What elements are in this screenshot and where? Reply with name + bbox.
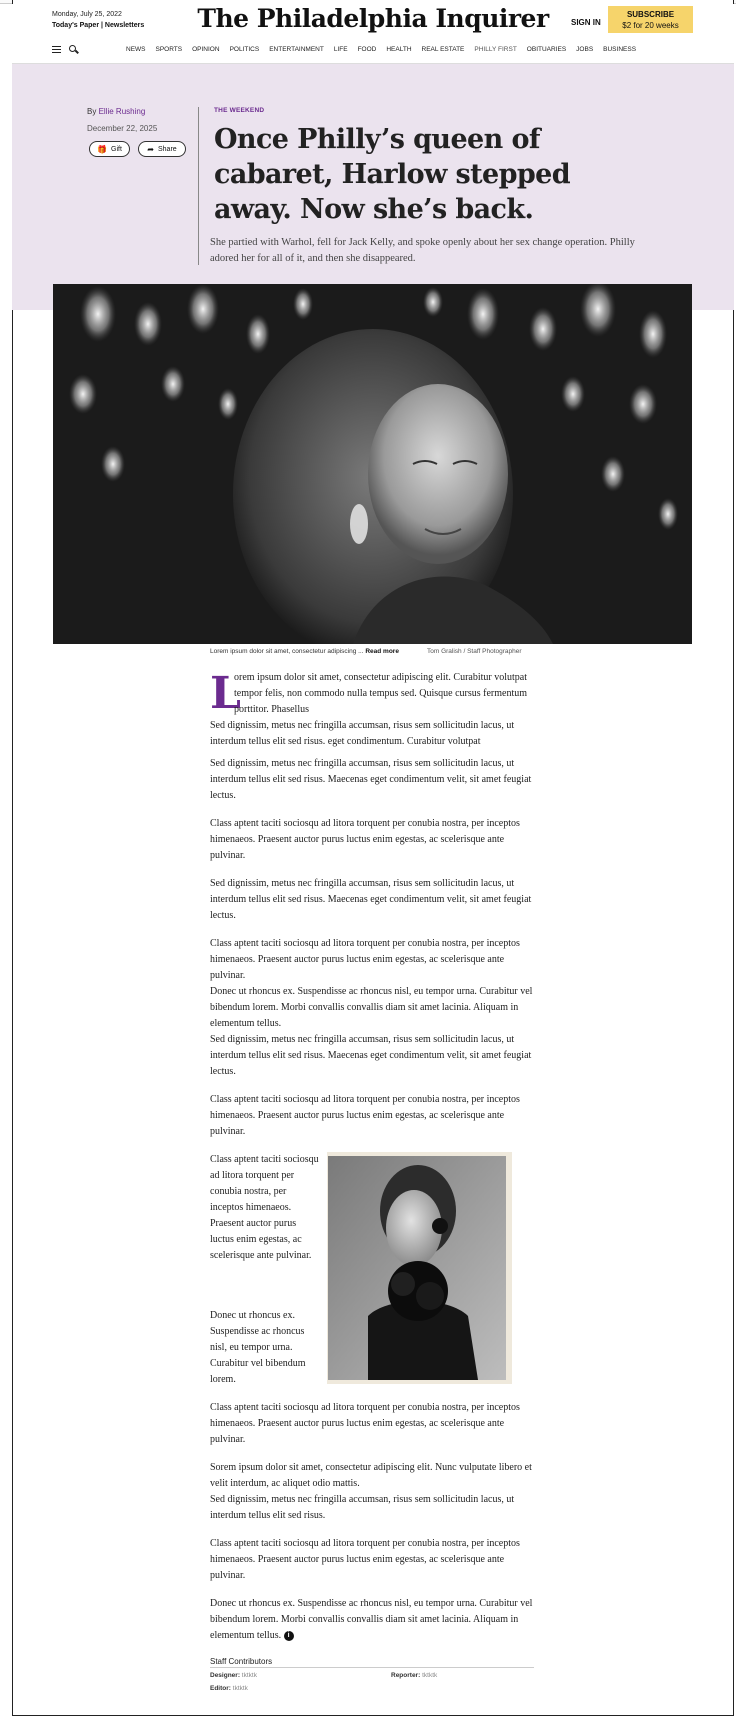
nav-entertainment[interactable]: ENTERTAINMENT [269, 46, 324, 53]
body-paragraph: Class aptent taciti sociosqu ad litora torquent per conubia nostra, per inceptos himenaeos. Praesent auctor purus luctus enim egestas, ac scelerisque ante pulvinar. [210, 1538, 520, 1581]
share-button[interactable] [138, 141, 186, 157]
editor-name[interactable]: tktktk [232, 1685, 248, 1692]
menu-icon[interactable] [52, 46, 61, 53]
nav-obituaries[interactable]: OBITUARIES [526, 46, 567, 53]
hero-photo-art [53, 284, 692, 644]
nav-news[interactable]: NEWS [126, 46, 146, 53]
photo-credit: Tom Gralish / Staff Photographer [427, 648, 522, 655]
lead-paragraph-2: Sed dignissim, metus nec fringilla accumsan, risus sem sollicitudin lacus, ut interdum tellus elit sed risus. eget condimentum. Curabitur volutpat [210, 720, 515, 747]
designer-name[interactable]: tktktk [241, 1672, 257, 1679]
inset-photo[interactable] [328, 1156, 506, 1380]
gift-button[interactable] [89, 141, 130, 157]
info-icon[interactable]: i [284, 1631, 294, 1641]
body-paragraph-last [210, 1596, 534, 1644]
todays-paper-link[interactable]: Today's Paper [52, 22, 100, 29]
subscribe-title: SUBSCRIBE [626, 10, 675, 19]
body-paragraph: Sed dignissim, metus nec fringilla accumsan, risus sem sollicitudin lacus, ut interdum tellus elit sed risus. Maecenas eget condimentum velit, sit amet feugiat lectus. [210, 758, 532, 801]
sign-in-link[interactable]: SIGN IN [571, 18, 601, 27]
reporter-name[interactable]: tktktk [422, 1672, 438, 1679]
header-date: Monday, July 25, 2022 [52, 11, 122, 18]
nav-food[interactable]: FOOD [357, 46, 377, 53]
drop-cap: L [210, 668, 241, 719]
share-icon: ➦ [147, 144, 154, 154]
editor-credit [210, 1685, 248, 1692]
main-nav [126, 46, 636, 53]
nav-life[interactable]: LIFE [333, 46, 348, 53]
body-paragraph: Class aptent taciti sociosqu ad litora torquent per conubia nostra, per inceptos himenaeos. Praesent auctor purus luctus enim egestas, ac scelerisque ante pulvinar. [210, 1402, 520, 1445]
designer-label: Designer: [210, 1672, 240, 1679]
reporter-credit [391, 1672, 437, 1679]
reporter-label: Reporter: [391, 1672, 421, 1679]
hero-photo[interactable] [53, 284, 692, 644]
article-kicker[interactable]: THE WEEKEND [214, 107, 265, 114]
article-dek: She partied with Warhol, fell for Jack Kelly, and spoke openly about her sex change operation. Philly adored her for all of it, and then she disappeared. [210, 237, 635, 264]
nav-row [12, 42, 734, 60]
nav-politics[interactable]: POLITICS [229, 46, 260, 53]
body-paragraph: Class aptent taciti sociosqu ad litora torquent per conubia nostra, per inceptos himenaeos. Praesent auctor purus luctus enim egestas, ac scelerisque ante pulvinar. [210, 818, 520, 861]
body-paragraph: Class aptent taciti sociosqu ad litora torquent per conubia nostra, per inceptos himenaeos. Praesent auctor purus luctus enim egestas, ac scelerisque ante pulvinar. [210, 1094, 520, 1137]
body-paragraph: Donec ut rhoncus ex. Suspendisse ac rhoncus nisl, eu tempor urna. Curabitur vel bibendum lorem. Morbi convallis convallis diam sit amet lacinia. Aliquam in elementum tellus. [210, 986, 533, 1029]
byline-prefix: By [87, 107, 97, 116]
designer-credit [210, 1672, 257, 1679]
body-paragraph: Class aptent taciti sociosqu ad litora torquent per conubia nostra, per inceptos himenaeos. Praesent auctor purus luctus enim egestas, ac scelerisque ante pulvinar. [210, 938, 520, 981]
nav-health[interactable]: HEALTH [386, 46, 412, 53]
editor-label: Editor: [210, 1685, 231, 1692]
inset-photo-art [328, 1156, 506, 1380]
header-divider [198, 107, 199, 265]
staff-contributors-title: Staff Contributors [210, 1657, 273, 1666]
nav-real-estate[interactable]: REAL ESTATE [421, 46, 465, 53]
lead-paragraph: orem ipsum dolor sit amet, consectetur adipiscing elit. Curabitur volutpat tempor felis, non commodo nulla tempus sed. Quisque cursus fermentum porttitor. Phasellus [234, 672, 528, 715]
publish-date: December 22, 2025 [87, 124, 158, 133]
nav-jobs[interactable]: JOBS [576, 46, 594, 53]
nav-sports[interactable]: SPORTS [155, 46, 183, 53]
header-links: Today's Paper | Newsletters [52, 22, 145, 29]
body-paragraph: Sed dignissim, metus nec fringilla accumsan, risus sem sollicitudin lacus, ut interdum tellus elit sed risus. Maecenas eget condimentum velit, sit amet feugiat lectus. [210, 878, 532, 921]
byline [87, 107, 145, 116]
site-logo[interactable]: The Philadelphia Inquirer [197, 4, 549, 33]
nav-philly-first[interactable]: PHILLY FIRST [474, 46, 517, 53]
body-paragraph-narrow: Class aptent taciti sociosqu ad litora torquent per conubia nostra, per inceptos himenaeos. Praesent auctor purus luctus enim egestas, ac scelerisque ante pulvinar. [210, 1154, 319, 1261]
newsletters-link[interactable]: Newsletters [104, 22, 145, 29]
body-paragraph: Sed dignissim, metus nec fringilla accumsan, risus sem sollicitudin lacus, ut interdum tellus elit sed risus. Maecenas eget condimentum velit, sit amet feugiat lectus. [210, 1034, 532, 1077]
caption-text: Lorem ipsum dolor sit amet, consectetur adipiscing ... [210, 648, 364, 655]
article-headline: Once Philly’s queen of cabaret, Harlow stepped away. Now she’s back. [214, 124, 570, 225]
body-paragraph: Sed dignissim, metus nec fringilla accumsan, risus sem sollicitudin lacus, ut interdum tellus elit sed risus. [210, 1494, 515, 1521]
subscribe-button[interactable] [608, 6, 693, 33]
share-label: Share [158, 145, 177, 153]
author-link[interactable]: Ellie Rushing [98, 107, 146, 116]
last-paragraph-text: Donec ut rhoncus ex. Suspendisse ac rhoncus nisl, eu tempor urna. Curabitur vel bibendum lorem. Morbi convallis convallis diam sit amet lacinia. Aliquam in elementum tellus. [210, 1598, 533, 1641]
body-paragraph-narrow: Donec ut rhoncus ex. Suspendisse ac rhoncus nisl, eu tempor urna. Curabitur vel bibendum lorem. [210, 1310, 306, 1385]
gift-icon: 🎁 [97, 144, 108, 154]
site-header [12, 4, 734, 64]
body-paragraph: Sorem ipsum dolor sit amet, consectetur adipiscing elit. Nunc vulputate libero et velit interdum, ac aliquet odio mattis. [210, 1462, 532, 1489]
staff-divider [210, 1667, 534, 1668]
search-icon[interactable] [69, 45, 76, 52]
gift-label: Gift [111, 145, 122, 153]
subscribe-offer: $2 for 20 weeks [622, 21, 679, 30]
nav-business[interactable]: BUSINESS [603, 46, 637, 53]
read-more-link[interactable]: Read more [365, 648, 399, 655]
nav-opinion[interactable]: OPINION [192, 46, 220, 53]
